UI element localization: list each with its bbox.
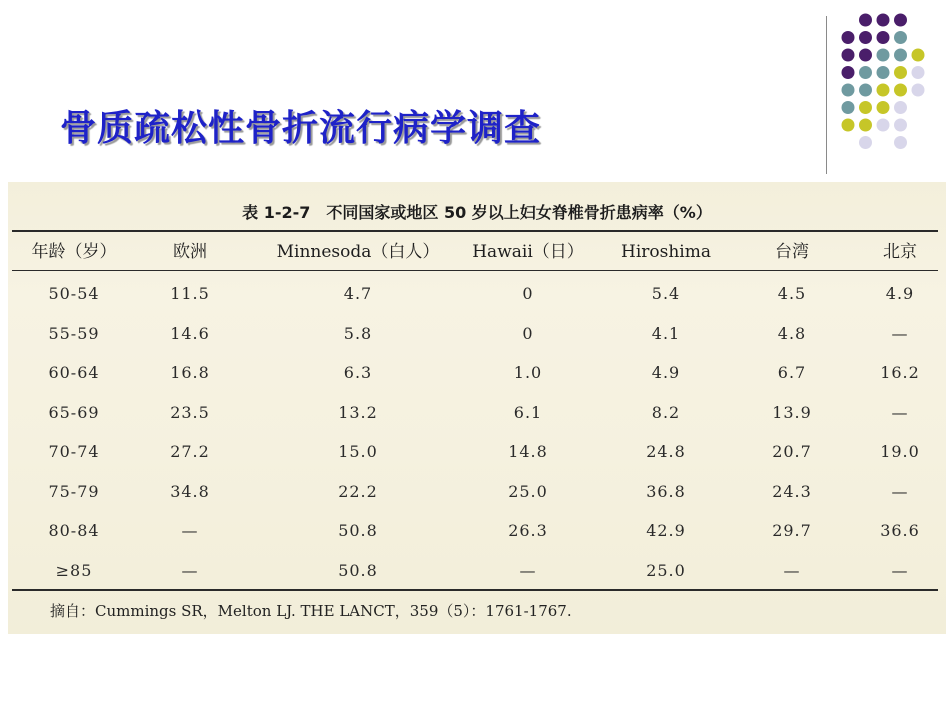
table-cell: 4.1 xyxy=(651,323,681,343)
decor-dot xyxy=(877,101,890,114)
age-group-cell: ≥85 xyxy=(55,560,93,580)
table-cell: 4.9 xyxy=(651,363,681,382)
table-cell: 27.2 xyxy=(170,442,210,461)
table-cell: 24.3 xyxy=(772,481,812,501)
age-group-cell: 60-64 xyxy=(48,363,100,382)
table-cell: 13.2 xyxy=(338,402,378,422)
table-cell: — xyxy=(519,560,537,580)
age-group-cell: 80-84 xyxy=(48,521,100,540)
table-cell: 8.2 xyxy=(651,402,681,422)
table-cell: 6.1 xyxy=(513,402,543,422)
decor-dot xyxy=(894,14,907,27)
title-divider-line xyxy=(826,16,827,174)
table-cell: — xyxy=(891,481,909,501)
decor-dot xyxy=(894,31,907,44)
decor-dot xyxy=(877,66,890,79)
table-cell: 25.0 xyxy=(646,560,686,580)
table-cell: 19.0 xyxy=(880,442,920,461)
age-group-cell: 55-59 xyxy=(48,323,100,343)
table-cell: 4.9 xyxy=(885,284,915,303)
table-cell: — xyxy=(891,402,909,422)
table-bottom-rule xyxy=(12,589,938,591)
decor-dot xyxy=(859,14,872,27)
table-cell: 25.0 xyxy=(508,481,548,501)
decor-dot xyxy=(877,14,890,27)
decor-dot xyxy=(859,136,872,149)
table-cell: 14.6 xyxy=(170,323,210,343)
decor-dot xyxy=(912,49,925,62)
table-source-note: 摘自：Cummings SR，Melton LJ. THE LANCT，359（5）：1761-1767. xyxy=(50,602,572,620)
table-cell: 5.4 xyxy=(651,284,681,303)
table-row xyxy=(8,279,946,309)
decor-dot xyxy=(912,66,925,79)
decor-dot xyxy=(842,66,855,79)
table-header-cell: Hawaii（日） xyxy=(472,242,584,262)
decor-dot xyxy=(842,119,855,132)
decor-dot xyxy=(842,49,855,62)
table-cell: 4.5 xyxy=(777,284,807,303)
decor-dot xyxy=(859,31,872,44)
table-cell: 36.8 xyxy=(646,481,686,501)
table-caption: 表 1-2-7 不同国家或地区 50 岁以上妇女脊椎骨折患病率（%） xyxy=(242,203,712,222)
table-header-cell: 台湾 xyxy=(775,242,809,262)
scanned-table-image xyxy=(8,182,946,634)
decor-dot xyxy=(842,31,855,44)
table-header-cell: 欧洲 xyxy=(173,242,207,262)
table-cell: 50.8 xyxy=(338,560,378,580)
table-header-cell: Minnesoda（白人） xyxy=(276,242,440,262)
table-row xyxy=(8,319,946,349)
table-cell: 29.7 xyxy=(772,521,812,540)
table-cell: 4.7 xyxy=(343,284,373,303)
table-cell: 5.8 xyxy=(343,323,373,343)
table-cell: 4.8 xyxy=(777,323,807,343)
table-cell: 22.2 xyxy=(338,481,378,501)
table-cell: 23.5 xyxy=(170,402,210,422)
table-cell: 11.5 xyxy=(170,284,210,303)
table-row xyxy=(8,358,946,388)
table-cell: — xyxy=(783,560,801,580)
table-cell: — xyxy=(891,560,909,580)
table-cell: 24.8 xyxy=(646,442,686,461)
table-cell: 50.8 xyxy=(338,521,378,540)
table-cell: 20.7 xyxy=(772,442,812,461)
table-header-cell: 北京 xyxy=(883,242,917,262)
table-cell: — xyxy=(891,323,909,343)
table-cell: 1.0 xyxy=(513,363,543,382)
decor-dot xyxy=(894,136,907,149)
table-cell: 14.8 xyxy=(508,442,548,461)
decor-dot xyxy=(894,101,907,114)
decor-dot xyxy=(894,66,907,79)
table-row xyxy=(8,437,946,467)
table-row xyxy=(8,516,946,546)
slide-title: 骨质疏松性骨折流行病学调查 xyxy=(60,108,542,149)
age-group-cell: 70-74 xyxy=(48,442,100,461)
decor-dot xyxy=(894,49,907,62)
age-group-cell: 75-79 xyxy=(48,481,100,501)
decor-dot xyxy=(859,84,872,97)
table-cell: 6.7 xyxy=(777,363,807,382)
decor-dot xyxy=(912,84,925,97)
table-header-rule xyxy=(12,270,938,271)
table-header-row xyxy=(8,237,946,267)
table-cell: — xyxy=(181,521,199,540)
table-header-cell: 年龄（岁） xyxy=(31,242,117,262)
age-group-cell: 65-69 xyxy=(48,402,100,422)
table-cell: 16.8 xyxy=(170,363,210,382)
decor-dot xyxy=(877,49,890,62)
table-top-rule xyxy=(12,230,938,232)
table-cell: 42.9 xyxy=(646,521,686,540)
table-cell: 26.3 xyxy=(508,521,548,540)
table-header-cell: Hiroshima xyxy=(621,242,711,262)
age-group-cell: 50-54 xyxy=(48,284,100,303)
decor-dot xyxy=(859,101,872,114)
decor-dot xyxy=(877,84,890,97)
decor-dot xyxy=(842,101,855,114)
table-row xyxy=(8,477,946,507)
decor-dot xyxy=(859,119,872,132)
table-cell: 0 xyxy=(522,284,534,303)
table-row xyxy=(8,398,946,428)
decor-dot xyxy=(859,49,872,62)
decor-dot xyxy=(894,119,907,132)
decor-dot xyxy=(877,119,890,132)
decor-dot xyxy=(894,84,907,97)
table-cell: — xyxy=(181,560,199,580)
table-cell: 36.6 xyxy=(880,521,920,540)
table-cell: 34.8 xyxy=(170,481,210,501)
table-cell: 0 xyxy=(522,323,534,343)
decor-dot xyxy=(859,66,872,79)
decor-dot xyxy=(842,84,855,97)
decor-dot xyxy=(877,31,890,44)
table-cell: 6.3 xyxy=(343,363,373,382)
table-cell: 15.0 xyxy=(338,442,378,461)
table-cell: 16.2 xyxy=(880,363,920,382)
table-cell: 13.9 xyxy=(772,402,812,422)
decorative-dot-grid xyxy=(840,12,940,157)
table-row xyxy=(8,556,946,586)
